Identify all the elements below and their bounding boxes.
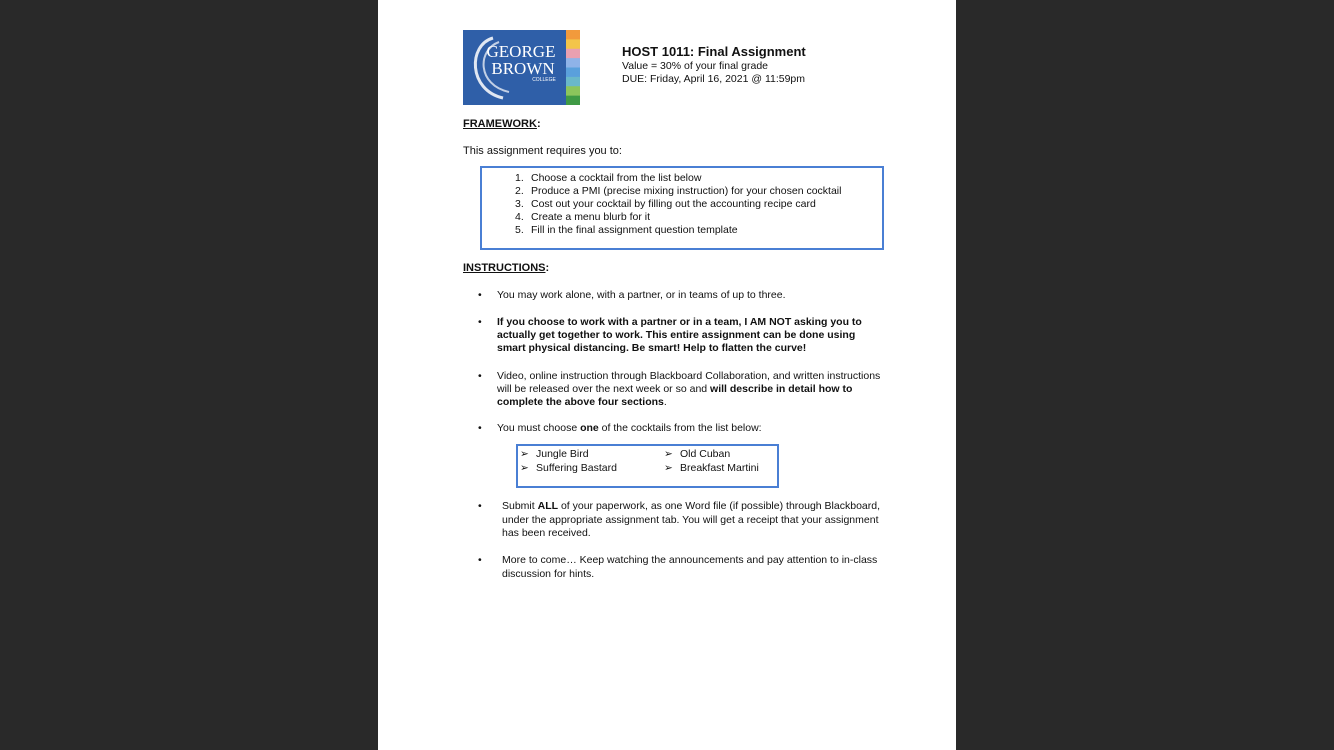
arrow-bullet-icon: ➢ [664, 448, 673, 460]
bullet-icon: • [478, 370, 482, 382]
logo-stripe [566, 96, 580, 105]
framework-steps-list [515, 172, 841, 237]
cocktail-option: ➢ Jungle Bird [520, 448, 589, 460]
logo-stripe [566, 77, 580, 87]
framework-steps-box [480, 166, 884, 250]
cocktail-option: ➢ Suffering Bastard [520, 462, 617, 474]
list-item: 4. Create a menu blurb for it [515, 211, 651, 223]
list-item: 2. Produce a PMI (precise mixing instruction) for your chosen cocktail [515, 185, 842, 197]
bullet-icon: • [478, 422, 482, 434]
list-item: 1. Choose a cocktail from the list below [515, 172, 702, 184]
document-header [622, 44, 806, 86]
instructions-heading [463, 262, 549, 274]
list-item: 3. Cost out your cocktail by filling out the accounting recipe card [515, 198, 816, 210]
due-date: DUE: Friday, April 16, 2021 @ 11:59pm [622, 73, 806, 85]
logo-text-college: COLLEGE [532, 77, 556, 83]
cocktail-option: ➢ Old Cuban [664, 448, 731, 460]
logo-stripe [566, 49, 580, 59]
list-item: 5. Fill in the final assignment question template [515, 224, 738, 236]
framework-heading [463, 118, 541, 130]
instructions-heading-text: INSTRUCTIONS [463, 262, 546, 274]
george-brown-college-logo [463, 30, 580, 105]
grade-value: Value = 30% of your final grade [622, 60, 769, 72]
logo-text-george: GEORGE [486, 42, 556, 61]
bullet-icon: • [478, 554, 482, 566]
cocktail-options-box [516, 444, 779, 488]
bullet-icon: • [478, 500, 482, 512]
logo-stripe [566, 39, 580, 49]
logo-stripe [566, 58, 580, 68]
framework-heading-colon: : [536, 118, 541, 130]
cocktail-option: ➢ Breakfast Martini [664, 462, 759, 474]
bullet-icon: • [478, 289, 482, 301]
document-page: GEORGE BROWN COLLEGE HOST 1011: Final Assignment Value = 30% of your final grade DUE: Friday, April 16, 2021 @ 11:59pm FRAMEWORK: This assignment requires you to: 1. Choose a cocktail from the list below 2. Produce a PMI (precise mixing instruction) for your chosen cocktail 3. Cost out your cocktail by filling out the accounting recipe card 4. Create a menu blurb for it 5. Fill in the final assignment question template INSTRUCTIONS: • You may work alone, with a partner, or in teams of up to three. • If you choose to work with a partner or in a team, I AM NOT asking you to actually get together to work. This entire assignment can be done using smart physical distancing. Be smart! Help to flatten the curve! • Video, online instruction through Blackboard Collaboration, and written instructions will be released over the next week or so and will describe in detail how to complete the above four sections. • You must choose one of the cocktails from the list below: ➢ Jungle Bird ➢ Suffering Bastard ➢ Old Cuban ➢ Breakfast Martini • Submit ALL of your paperwork, as one Word file (if possible) through Blackboard, under the appropriate assignment tab. You will get a receipt that your assignment has been received. • More to come… Keep watching the announcements and pay attention to in-class discussion for hints. [378, 0, 956, 750]
arrow-bullet-icon: ➢ [520, 448, 529, 460]
logo-text-brown: BROWN [491, 59, 555, 78]
framework-heading-text: FRAMEWORK [463, 118, 537, 130]
logo-stripe [566, 68, 580, 78]
instructions-heading-colon: : [545, 262, 550, 274]
framework-intro: This assignment requires you to: [463, 145, 622, 157]
logo-stripe [566, 86, 580, 96]
document-title: HOST 1011: Final Assignment [622, 44, 806, 59]
bullet-icon: • [478, 316, 482, 328]
arrow-bullet-icon: ➢ [520, 462, 529, 474]
arrow-bullet-icon: ➢ [664, 462, 673, 474]
logo-stripe [566, 30, 580, 40]
